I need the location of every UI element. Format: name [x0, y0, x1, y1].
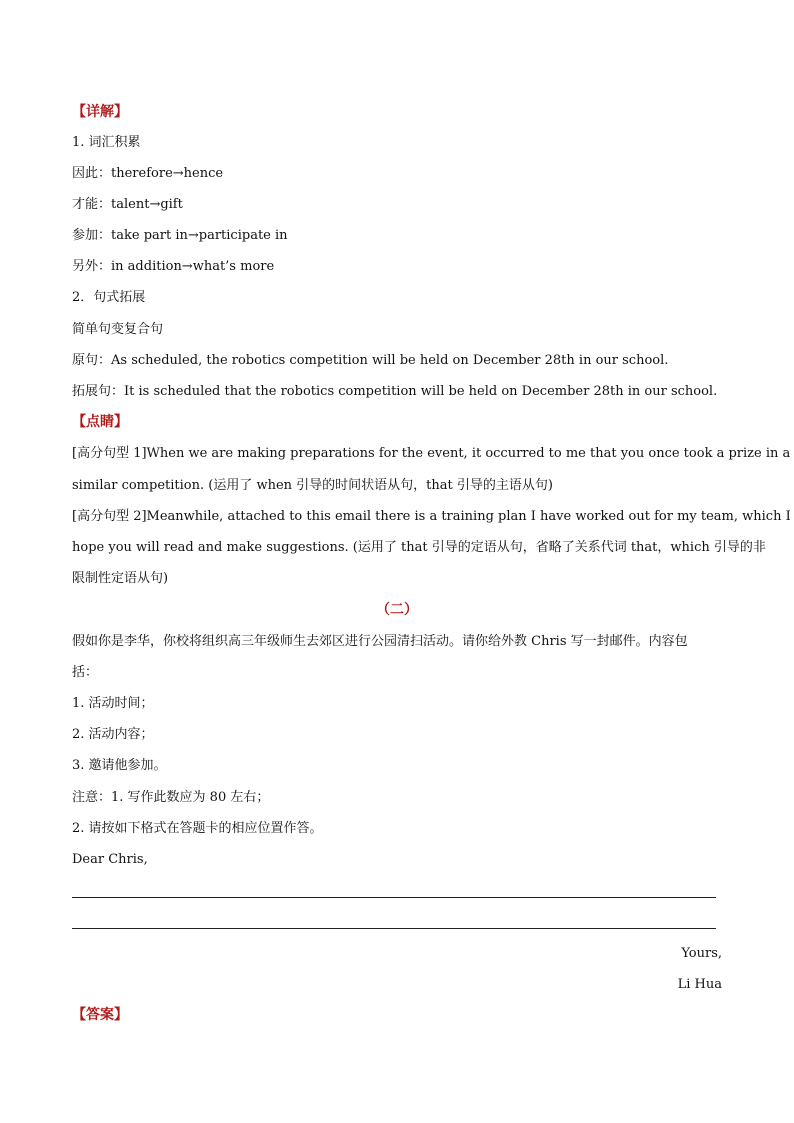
pattern-heading: 2．句式拓展	[72, 290, 146, 305]
tips-heading: 【点睛】	[72, 414, 128, 430]
tip-line: 限制性定语从句)	[72, 571, 169, 586]
vocab-item: 因此：therefore→hence	[72, 166, 224, 181]
letter-closing: Yours,	[681, 946, 722, 961]
task-item: 2. 活动内容；	[72, 727, 154, 742]
letter-signature: Li Hua	[677, 977, 722, 992]
original-sentence: 原句：As scheduled, the robotics competition will be held on December 28th in our school.	[72, 353, 669, 368]
tip-line: [高分句型 1]When we are making preparations for the event, it occurred to me that you once took a prize in a	[72, 446, 791, 461]
writing-line	[72, 897, 716, 898]
task-prompt: 括：	[72, 665, 99, 680]
vocab-item: 参加：take part in→participate in	[72, 228, 288, 243]
detail-heading: 【详解】	[72, 104, 128, 120]
vocab-heading: 1. 词汇积累	[72, 135, 141, 150]
task-number: （二）	[376, 602, 418, 618]
vocab-item: 另外：in addition→what’s more	[72, 259, 275, 274]
tip-line: similar competition. (运用了 when 引导的时间状语从句，that 引导的主语从句)	[72, 478, 553, 493]
task-item: 3. 邀请他参加。	[72, 758, 167, 773]
task-item: 1. 活动时间；	[72, 696, 154, 711]
tip-line: [高分句型 2]Meanwhile, attached to this email there is a training plan I have worked out for my team, which I	[72, 509, 791, 524]
tip-line: hope you will read and make suggestions. (运用了 that 引导的定语从句，省略了关系代词 that，which 引导的非	[72, 540, 766, 555]
pattern-subheading: 简单句变复合句	[72, 322, 164, 337]
writing-line	[72, 928, 716, 929]
task-prompt: 假如你是李华，你校将组织高三年级师生去郊区进行公园清扫活动。请你给外教 Chris 写一封邮件。内容包	[72, 634, 688, 649]
answer-heading: 【答案】	[72, 1007, 128, 1023]
vocab-item: 才能：talent→gift	[72, 197, 183, 212]
letter-salutation: Dear Chris,	[72, 852, 148, 867]
task-note: 注意：1. 写作此数应为 80 左右；	[72, 790, 270, 805]
task-note: 2. 请按如下格式在答题卡的相应位置作答。	[72, 821, 323, 836]
expanded-sentence: 拓展句：It is scheduled that the robotics competition will be held on December 28th in our school.	[72, 384, 718, 399]
